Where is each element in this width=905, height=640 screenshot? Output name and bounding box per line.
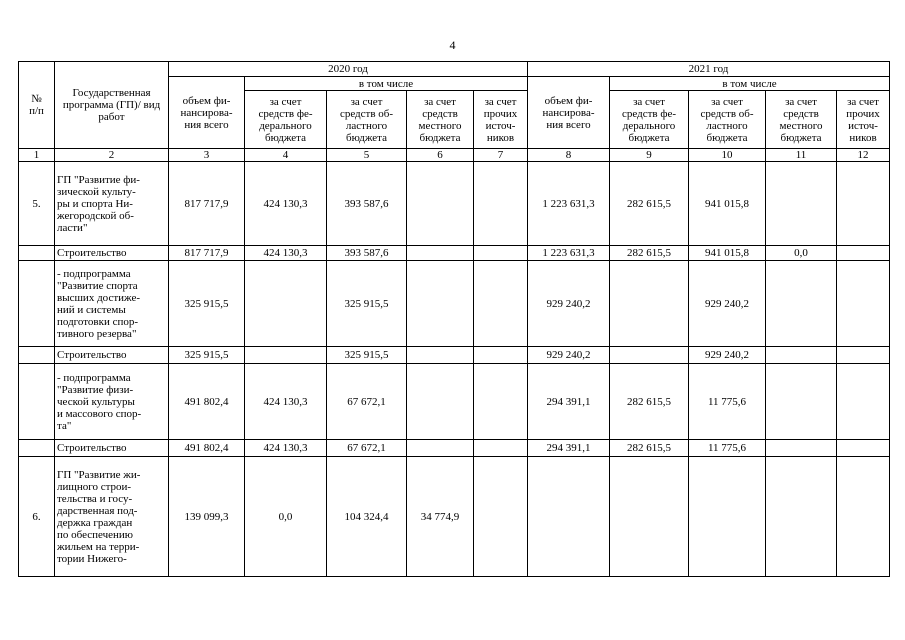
cell-c10: 11 775,6	[689, 364, 766, 440]
cell-c11	[766, 440, 837, 457]
cell-c7	[474, 440, 528, 457]
cell-c7	[474, 261, 528, 347]
cell-c12	[837, 364, 890, 440]
cell-c11	[766, 457, 837, 577]
table-row	[19, 347, 890, 364]
cell-c8: 294 391,1	[528, 364, 610, 440]
cell-c7	[474, 364, 528, 440]
header-total-2020: объем фи- нансирова- ния всего	[169, 77, 245, 149]
cell-c4	[245, 261, 327, 347]
table-row	[19, 457, 890, 577]
cell-c6	[407, 162, 474, 246]
col-number: 8	[528, 149, 610, 162]
col-number: 3	[169, 149, 245, 162]
cell-c9: 282 615,5	[610, 162, 689, 246]
cell-c5: 325 915,5	[327, 261, 407, 347]
header-mest-2021: за счет средств местного бюджета	[766, 91, 837, 149]
table-row	[19, 440, 890, 457]
col-number: 10	[689, 149, 766, 162]
cell-c10: 941 015,8	[689, 246, 766, 261]
col-number: 1	[19, 149, 55, 162]
cell-c6: 34 774,9	[407, 457, 474, 577]
header-fed-2021: за счет средств фе- дерального бюджета	[610, 91, 689, 149]
header-program: Государственная программа (ГП)/ вид работ	[55, 62, 169, 149]
table-row	[19, 246, 890, 261]
header-incl-2020: в том числе	[245, 77, 528, 91]
row-name: ГП "Развитие фи- зической культу- ры и спорта Ни- жегородской об- ласти"	[55, 162, 169, 246]
header-proch-2021: за счет прочих источ- ников	[837, 91, 890, 149]
col-number: 7	[474, 149, 528, 162]
cell-c5: 393 587,6	[327, 162, 407, 246]
row-name: - подпрограмма "Развитие физи- ческой культуры и массового спор- та"	[55, 364, 169, 440]
cell-c12	[837, 162, 890, 246]
row-number	[19, 246, 55, 261]
cell-c3: 325 915,5	[169, 261, 245, 347]
cell-c4	[245, 347, 327, 364]
cell-c7	[474, 347, 528, 364]
header-total-2021: объем фи- нансирова- ния всего	[528, 77, 610, 149]
cell-c9: 282 615,5	[610, 246, 689, 261]
row-name: Строительство	[55, 440, 169, 457]
cell-c10: 11 775,6	[689, 440, 766, 457]
col-number: 5	[327, 149, 407, 162]
cell-c5: 104 324,4	[327, 457, 407, 577]
column-number-row	[19, 149, 890, 162]
financing-table	[18, 61, 890, 577]
col-number: 9	[610, 149, 689, 162]
header-obl-2020: за счет средств об- ластного бюджета	[327, 91, 407, 149]
row-number: 6.	[19, 457, 55, 577]
cell-c12	[837, 347, 890, 364]
header-mest-2020: за счет средств местного бюджета	[407, 91, 474, 149]
table-row	[19, 364, 890, 440]
cell-c8: 1 223 631,3	[528, 162, 610, 246]
cell-c4: 424 130,3	[245, 440, 327, 457]
cell-c7	[474, 457, 528, 577]
cell-c4: 424 130,3	[245, 364, 327, 440]
cell-c3: 817 717,9	[169, 246, 245, 261]
cell-c3: 817 717,9	[169, 162, 245, 246]
cell-c4: 0,0	[245, 457, 327, 577]
cell-c8: 929 240,2	[528, 261, 610, 347]
cell-c3: 139 099,3	[169, 457, 245, 577]
cell-c11	[766, 162, 837, 246]
cell-c9	[610, 457, 689, 577]
row-name: - подпрограмма "Развитие спорта высших достиже- ний и системы подготовки спор- тивного резерва"	[55, 261, 169, 347]
cell-c8	[528, 457, 610, 577]
header-num: № п/п	[19, 62, 55, 149]
cell-c3: 491 802,4	[169, 364, 245, 440]
row-number: 5.	[19, 162, 55, 246]
cell-c8: 929 240,2	[528, 347, 610, 364]
cell-c9: 282 615,5	[610, 440, 689, 457]
cell-c10	[689, 457, 766, 577]
cell-c5: 393 587,6	[327, 246, 407, 261]
cell-c9	[610, 261, 689, 347]
header-obl-2021: за счет средств об- ластного бюджета	[689, 91, 766, 149]
cell-c7	[474, 162, 528, 246]
cell-c8: 294 391,1	[528, 440, 610, 457]
row-number	[19, 364, 55, 440]
cell-c6	[407, 261, 474, 347]
header-proch-2020: за счет прочих источ- ников	[474, 91, 528, 149]
cell-c7	[474, 246, 528, 261]
cell-c12	[837, 246, 890, 261]
header-year-2020: 2020 год	[169, 62, 528, 77]
table-row	[19, 261, 890, 347]
cell-c3: 325 915,5	[169, 347, 245, 364]
row-number	[19, 440, 55, 457]
row-number	[19, 347, 55, 364]
cell-c11: 0,0	[766, 246, 837, 261]
cell-c10: 941 015,8	[689, 162, 766, 246]
cell-c11	[766, 364, 837, 440]
cell-c9	[610, 347, 689, 364]
col-number: 2	[55, 149, 169, 162]
cell-c5: 67 672,1	[327, 440, 407, 457]
cell-c10: 929 240,2	[689, 347, 766, 364]
table-row	[19, 162, 890, 246]
row-name: Строительство	[55, 347, 169, 364]
col-number: 4	[245, 149, 327, 162]
page-number: 4	[449, 38, 456, 52]
row-number	[19, 261, 55, 347]
cell-c10: 929 240,2	[689, 261, 766, 347]
cell-c6	[407, 440, 474, 457]
cell-c12	[837, 440, 890, 457]
header-incl-2021: в том числе	[610, 77, 890, 91]
cell-c4: 424 130,3	[245, 162, 327, 246]
cell-c11	[766, 261, 837, 347]
cell-c6	[407, 364, 474, 440]
cell-c3: 491 802,4	[169, 440, 245, 457]
header-year-2021: 2021 год	[528, 62, 890, 77]
cell-c11	[766, 347, 837, 364]
cell-c5: 67 672,1	[327, 364, 407, 440]
row-name: ГП "Развитие жи- лищного строи- тельства и госу- дарственная под- держка граждан по обеспечению жильем на терри- тории Нижего-	[55, 457, 169, 577]
col-number: 12	[837, 149, 890, 162]
cell-c6	[407, 246, 474, 261]
cell-c6	[407, 347, 474, 364]
col-number: 6	[407, 149, 474, 162]
cell-c12	[837, 457, 890, 577]
cell-c9: 282 615,5	[610, 364, 689, 440]
cell-c12	[837, 261, 890, 347]
cell-c8: 1 223 631,3	[528, 246, 610, 261]
cell-c5: 325 915,5	[327, 347, 407, 364]
row-name: Строительство	[55, 246, 169, 261]
header-fed-2020: за счет средств фе- дерального бюджета	[245, 91, 327, 149]
col-number: 11	[766, 149, 837, 162]
cell-c4: 424 130,3	[245, 246, 327, 261]
